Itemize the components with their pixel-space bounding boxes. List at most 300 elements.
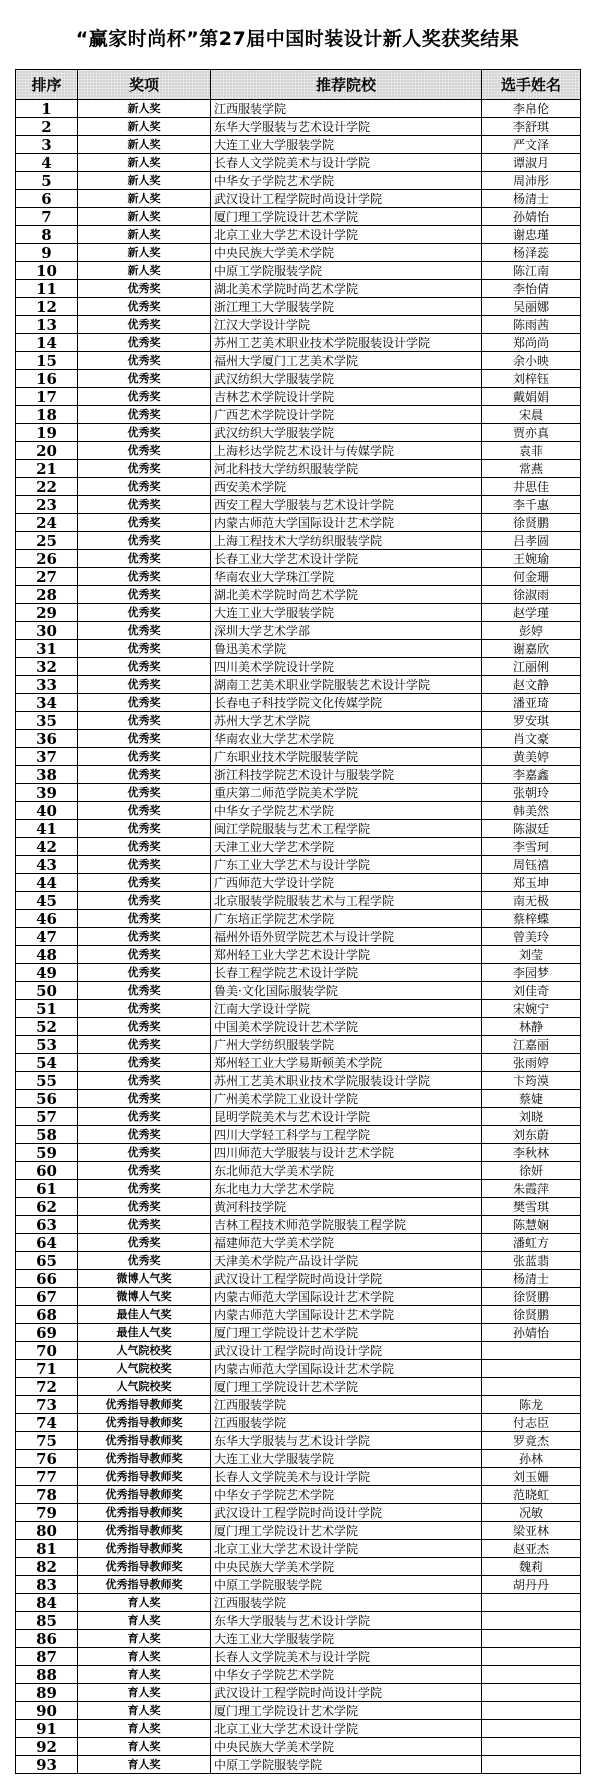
cell-award: 优秀奖	[78, 1216, 211, 1234]
table-row	[16, 1324, 581, 1342]
cell-rank: 56	[16, 1090, 78, 1108]
cell-award: 优秀奖	[78, 802, 211, 820]
header-award: 奖项	[78, 70, 211, 100]
cell-rank: 25	[16, 532, 78, 550]
cell-name: 刘佳奇	[482, 982, 581, 1000]
cell-name: 赵学瑾	[482, 604, 581, 622]
table-row	[16, 1684, 581, 1702]
table-row	[16, 604, 581, 622]
cell-school: 江西服装学院	[211, 1594, 482, 1612]
cell-award: 最佳人气奖	[78, 1306, 211, 1324]
cell-school: 中华女子学院艺术学院	[211, 172, 482, 190]
cell-school: 深圳大学艺术学部	[211, 622, 482, 640]
cell-school: 广东工业大学艺术与设计学院	[211, 856, 482, 874]
cell-rank: 60	[16, 1162, 78, 1180]
cell-award: 优秀奖	[78, 1144, 211, 1162]
cell-name: 潘亚琦	[482, 694, 581, 712]
cell-name: 宋婉宁	[482, 1000, 581, 1018]
table-row	[16, 1090, 581, 1108]
table-row	[16, 1306, 581, 1324]
cell-award: 优秀奖	[78, 1072, 211, 1090]
header-rank: 排序	[16, 70, 78, 100]
cell-award: 优秀奖	[78, 514, 211, 532]
cell-school: 苏州工艺美术职业技术学院服装设计学院	[211, 334, 482, 352]
cell-award: 新人奖	[78, 190, 211, 208]
table-row	[16, 1522, 581, 1540]
table-row	[16, 1468, 581, 1486]
cell-rank: 35	[16, 712, 78, 730]
cell-award: 育人奖	[78, 1702, 211, 1720]
table-row	[16, 1180, 581, 1198]
cell-rank: 41	[16, 820, 78, 838]
cell-award: 优秀奖	[78, 1090, 211, 1108]
cell-rank: 38	[16, 766, 78, 784]
cell-name	[482, 1630, 581, 1648]
cell-award: 优秀奖	[78, 622, 211, 640]
table-row	[16, 1216, 581, 1234]
cell-rank: 75	[16, 1432, 78, 1450]
cell-school: 郑州轻工业大学易斯顿美术学院	[211, 1054, 482, 1072]
cell-school: 湖北美术学院时尚艺术学院	[211, 280, 482, 298]
cell-name: 李怡倩	[482, 280, 581, 298]
cell-award: 优秀奖	[78, 892, 211, 910]
cell-award: 育人奖	[78, 1756, 211, 1774]
cell-award: 育人奖	[78, 1630, 211, 1648]
cell-name: 严文泽	[482, 136, 581, 154]
cell-rank: 40	[16, 802, 78, 820]
cell-rank: 31	[16, 640, 78, 658]
cell-award: 优秀奖	[78, 694, 211, 712]
cell-name	[482, 1378, 581, 1396]
cell-school: 吉林工程技术师范学院服装工程学院	[211, 1216, 482, 1234]
cell-name: 曾美玲	[482, 928, 581, 946]
cell-rank: 23	[16, 496, 78, 514]
table-row	[16, 802, 581, 820]
cell-award: 新人奖	[78, 154, 211, 172]
cell-name: 陈江南	[482, 262, 581, 280]
cell-name: 杨清士	[482, 1270, 581, 1288]
cell-name: 彭婷	[482, 622, 581, 640]
cell-award: 优秀奖	[78, 946, 211, 964]
cell-award: 新人奖	[78, 244, 211, 262]
table-row	[16, 892, 581, 910]
cell-school: 中原工学院服装学院	[211, 1576, 482, 1594]
cell-school: 湖南工艺美术职业学院服装艺术设计学院	[211, 676, 482, 694]
table-row	[16, 1378, 581, 1396]
cell-name: 孙婧怡	[482, 208, 581, 226]
cell-rank: 8	[16, 226, 78, 244]
table-row	[16, 568, 581, 586]
table-row	[16, 856, 581, 874]
cell-name: 刘梓钰	[482, 370, 581, 388]
cell-award: 优秀奖	[78, 1126, 211, 1144]
table-row	[16, 748, 581, 766]
cell-name: 朱霞萍	[482, 1180, 581, 1198]
cell-rank: 42	[16, 838, 78, 856]
cell-name	[482, 1612, 581, 1630]
cell-award: 微博人气奖	[78, 1270, 211, 1288]
table-row	[16, 1234, 581, 1252]
table-row	[16, 1144, 581, 1162]
cell-school: 河北科技大学纺织服装学院	[211, 460, 482, 478]
cell-name: 刘莹	[482, 946, 581, 964]
cell-rank: 86	[16, 1630, 78, 1648]
table-row	[16, 262, 581, 280]
table-row	[16, 190, 581, 208]
cell-rank: 82	[16, 1558, 78, 1576]
cell-name	[482, 1702, 581, 1720]
cell-award: 优秀奖	[78, 964, 211, 982]
table-row	[16, 586, 581, 604]
cell-school: 广东职业技术学院服装学院	[211, 748, 482, 766]
cell-award: 优秀奖	[78, 1108, 211, 1126]
cell-name: 况敏	[482, 1504, 581, 1522]
cell-name: 付志臣	[482, 1414, 581, 1432]
cell-award: 优秀奖	[78, 406, 211, 424]
cell-name: 宋晨	[482, 406, 581, 424]
cell-name: 陈雨茜	[482, 316, 581, 334]
cell-school: 武汉设计工程学院时尚设计学院	[211, 1270, 482, 1288]
cell-school: 长春人文学院美术与设计学院	[211, 1468, 482, 1486]
cell-school: 东北电力大学艺术学院	[211, 1180, 482, 1198]
cell-name: 徐贤鹏	[482, 514, 581, 532]
cell-rank: 19	[16, 424, 78, 442]
cell-rank: 26	[16, 550, 78, 568]
cell-name: 张雨婷	[482, 1054, 581, 1072]
cell-name: 徐妍	[482, 1162, 581, 1180]
table-row	[16, 946, 581, 964]
cell-rank: 55	[16, 1072, 78, 1090]
cell-rank: 46	[16, 910, 78, 928]
table-row	[16, 1162, 581, 1180]
table-row	[16, 352, 581, 370]
table-row	[16, 730, 581, 748]
cell-name: 韩美然	[482, 802, 581, 820]
table-row	[16, 496, 581, 514]
cell-rank: 58	[16, 1126, 78, 1144]
cell-rank: 74	[16, 1414, 78, 1432]
cell-rank: 32	[16, 658, 78, 676]
cell-name: 潘虹方	[482, 1234, 581, 1252]
cell-name: 袁菲	[482, 442, 581, 460]
cell-name: 刘晓	[482, 1108, 581, 1126]
cell-school: 北京工业大学艺术设计学院	[211, 226, 482, 244]
cell-rank: 20	[16, 442, 78, 460]
cell-school: 广西师范大学设计学院	[211, 874, 482, 892]
table-row	[16, 1540, 581, 1558]
table-row	[16, 1450, 581, 1468]
cell-award: 优秀奖	[78, 334, 211, 352]
cell-school: 内蒙古师范大学国际设计艺术学院	[211, 1288, 482, 1306]
cell-award: 人气院校奖	[78, 1378, 211, 1396]
table-row	[16, 172, 581, 190]
cell-rank: 91	[16, 1720, 78, 1738]
cell-school: 鲁迅美术学院	[211, 640, 482, 658]
cell-name	[482, 1342, 581, 1360]
cell-award: 新人奖	[78, 226, 211, 244]
cell-name: 罗竟杰	[482, 1432, 581, 1450]
cell-award: 优秀奖	[78, 586, 211, 604]
cell-award: 优秀奖	[78, 1234, 211, 1252]
cell-award: 优秀奖	[78, 874, 211, 892]
cell-school: 中央民族大学美术学院	[211, 1558, 482, 1576]
cell-rank: 27	[16, 568, 78, 586]
cell-rank: 61	[16, 1180, 78, 1198]
table-row	[16, 280, 581, 298]
cell-school: 长春人文学院美术与设计学院	[211, 1648, 482, 1666]
cell-award: 优秀奖	[78, 1000, 211, 1018]
cell-school: 内蒙古师范大学国际设计艺术学院	[211, 1306, 482, 1324]
cell-school: 黄河科技学院	[211, 1198, 482, 1216]
cell-name: 赵亚杰	[482, 1540, 581, 1558]
cell-name: 贾亦真	[482, 424, 581, 442]
cell-school: 江西服装学院	[211, 1396, 482, 1414]
cell-name: 李园梦	[482, 964, 581, 982]
cell-award: 优秀奖	[78, 1252, 211, 1270]
cell-name: 江嘉丽	[482, 1036, 581, 1054]
cell-rank: 73	[16, 1396, 78, 1414]
cell-rank: 53	[16, 1036, 78, 1054]
table-row	[16, 514, 581, 532]
cell-name: 何金珊	[482, 568, 581, 586]
cell-award: 优秀奖	[78, 856, 211, 874]
cell-rank: 2	[16, 118, 78, 136]
cell-school: 郑州轻工业大学艺术设计学院	[211, 946, 482, 964]
cell-school: 天津美术学院产品设计学院	[211, 1252, 482, 1270]
cell-name: 李嘉鑫	[482, 766, 581, 784]
cell-name: 徐贤鹏	[482, 1288, 581, 1306]
cell-award: 优秀奖	[78, 280, 211, 298]
cell-name	[482, 1756, 581, 1774]
table-row	[16, 676, 581, 694]
table-row	[16, 1666, 581, 1684]
cell-rank: 83	[16, 1576, 78, 1594]
cell-school: 中华女子学院艺术学院	[211, 1486, 482, 1504]
table-row	[16, 658, 581, 676]
cell-rank: 90	[16, 1702, 78, 1720]
cell-school: 昆明学院美术与艺术设计学院	[211, 1108, 482, 1126]
cell-award: 人气院校奖	[78, 1342, 211, 1360]
table-row	[16, 820, 581, 838]
table-row	[16, 1396, 581, 1414]
cell-rank: 77	[16, 1468, 78, 1486]
cell-rank: 30	[16, 622, 78, 640]
cell-name: 徐淑雨	[482, 586, 581, 604]
cell-name: 卞筠漠	[482, 1072, 581, 1090]
cell-award: 优秀指导教师奖	[78, 1468, 211, 1486]
table-row	[16, 334, 581, 352]
cell-award: 优秀奖	[78, 532, 211, 550]
cell-rank: 63	[16, 1216, 78, 1234]
cell-award: 优秀奖	[78, 388, 211, 406]
cell-name: 李舒琪	[482, 118, 581, 136]
cell-school: 东北师范大学美术学院	[211, 1162, 482, 1180]
cell-name: 陈慧娴	[482, 1216, 581, 1234]
cell-rank: 72	[16, 1378, 78, 1396]
cell-name: 郑尚尚	[482, 334, 581, 352]
cell-rank: 29	[16, 604, 78, 622]
cell-school: 广州美术学院工业设计学院	[211, 1090, 482, 1108]
cell-award: 微博人气奖	[78, 1288, 211, 1306]
table-row	[16, 226, 581, 244]
cell-school: 武汉设计工程学院时尚设计学院	[211, 1684, 482, 1702]
cell-award: 优秀奖	[78, 1198, 211, 1216]
cell-school: 广西艺术学院设计学院	[211, 406, 482, 424]
table-row	[16, 838, 581, 856]
cell-name: 李千惠	[482, 496, 581, 514]
cell-rank: 71	[16, 1360, 78, 1378]
cell-name: 魏莉	[482, 1558, 581, 1576]
cell-award: 优秀奖	[78, 640, 211, 658]
cell-award: 育人奖	[78, 1738, 211, 1756]
table-row	[16, 712, 581, 730]
cell-school: 江西服装学院	[211, 1414, 482, 1432]
cell-rank: 49	[16, 964, 78, 982]
cell-name: 赵文静	[482, 676, 581, 694]
cell-rank: 21	[16, 460, 78, 478]
table-row	[16, 532, 581, 550]
cell-award: 优秀奖	[78, 928, 211, 946]
cell-name: 李雪珂	[482, 838, 581, 856]
cell-school: 武汉纺织大学服装学院	[211, 370, 482, 388]
cell-school: 北京工业大学艺术设计学院	[211, 1720, 482, 1738]
cell-school: 吉林艺术学院设计学院	[211, 388, 482, 406]
cell-name: 孙林	[482, 1450, 581, 1468]
cell-name	[482, 1360, 581, 1378]
table-row	[16, 1630, 581, 1648]
cell-rank: 62	[16, 1198, 78, 1216]
cell-name: 周钰禧	[482, 856, 581, 874]
cell-rank: 93	[16, 1756, 78, 1774]
cell-school: 福州大学厦门工艺美术学院	[211, 352, 482, 370]
cell-name	[482, 1684, 581, 1702]
cell-award: 优秀奖	[78, 1036, 211, 1054]
table-row	[16, 298, 581, 316]
cell-name: 蔡梓蝶	[482, 910, 581, 928]
cell-school: 中华女子学院艺术学院	[211, 1666, 482, 1684]
cell-school: 厦门理工学院设计艺术学院	[211, 1702, 482, 1720]
cell-award: 新人奖	[78, 118, 211, 136]
cell-name: 徐贤鹏	[482, 1306, 581, 1324]
cell-award: 优秀奖	[78, 730, 211, 748]
cell-school: 苏州大学艺术学院	[211, 712, 482, 730]
cell-name: 江丽俐	[482, 658, 581, 676]
cell-school: 大连工业大学服装学院	[211, 604, 482, 622]
cell-rank: 64	[16, 1234, 78, 1252]
cell-rank: 3	[16, 136, 78, 154]
cell-rank: 9	[16, 244, 78, 262]
cell-award: 最佳人气奖	[78, 1324, 211, 1342]
cell-school: 武汉设计工程学院时尚设计学院	[211, 1342, 482, 1360]
cell-name: 胡丹丹	[482, 1576, 581, 1594]
cell-school: 广州大学纺织服装学院	[211, 1036, 482, 1054]
cell-rank: 80	[16, 1522, 78, 1540]
results-table	[15, 69, 581, 1774]
cell-school: 江西服装学院	[211, 100, 482, 118]
table-row	[16, 1738, 581, 1756]
cell-name: 吕孝圆	[482, 532, 581, 550]
table-row	[16, 874, 581, 892]
cell-name: 郑玉坤	[482, 874, 581, 892]
cell-rank: 37	[16, 748, 78, 766]
cell-award: 新人奖	[78, 172, 211, 190]
table-row	[16, 370, 581, 388]
cell-award: 育人奖	[78, 1666, 211, 1684]
cell-rank: 39	[16, 784, 78, 802]
cell-award: 优秀奖	[78, 442, 211, 460]
cell-school: 中国美术学院设计艺术学院	[211, 1018, 482, 1036]
cell-school: 东华大学服装与艺术设计学院	[211, 1432, 482, 1450]
table-row	[16, 1270, 581, 1288]
table-row	[16, 1414, 581, 1432]
cell-name: 井思佳	[482, 478, 581, 496]
header-school: 推荐院校	[211, 70, 482, 100]
table-row	[16, 1252, 581, 1270]
cell-name: 谢嘉欣	[482, 640, 581, 658]
cell-name: 谢忠瑾	[482, 226, 581, 244]
cell-rank: 48	[16, 946, 78, 964]
cell-school: 华南农业大学艺术学院	[211, 730, 482, 748]
table-row	[16, 1702, 581, 1720]
cell-school: 长春工程学院艺术设计学院	[211, 964, 482, 982]
cell-school: 江南大学设计学院	[211, 1000, 482, 1018]
cell-rank: 5	[16, 172, 78, 190]
cell-rank: 43	[16, 856, 78, 874]
table-row	[16, 1288, 581, 1306]
table-row	[16, 1486, 581, 1504]
cell-school: 中央民族大学美术学院	[211, 1738, 482, 1756]
table-row	[16, 100, 581, 118]
cell-award: 优秀指导教师奖	[78, 1576, 211, 1594]
cell-name: 李秋林	[482, 1144, 581, 1162]
table-row	[16, 1720, 581, 1738]
cell-school: 武汉设计工程学院时尚设计学院	[211, 1504, 482, 1522]
table-row	[16, 118, 581, 136]
cell-rank: 15	[16, 352, 78, 370]
cell-rank: 57	[16, 1108, 78, 1126]
cell-award: 优秀奖	[78, 838, 211, 856]
cell-name: 谭淑月	[482, 154, 581, 172]
cell-name: 黄美婷	[482, 748, 581, 766]
cell-rank: 6	[16, 190, 78, 208]
cell-rank: 34	[16, 694, 78, 712]
cell-award: 优秀奖	[78, 982, 211, 1000]
cell-rank: 1	[16, 100, 78, 118]
cell-award: 优秀指导教师奖	[78, 1540, 211, 1558]
table-row	[16, 550, 581, 568]
cell-name: 林静	[482, 1018, 581, 1036]
cell-award: 育人奖	[78, 1648, 211, 1666]
cell-school: 厦门理工学院设计艺术学院	[211, 1324, 482, 1342]
table-row	[16, 154, 581, 172]
table-row	[16, 442, 581, 460]
cell-school: 中华女子学院艺术学院	[211, 802, 482, 820]
table-row	[16, 1054, 581, 1072]
cell-award: 优秀奖	[78, 676, 211, 694]
cell-rank: 81	[16, 1540, 78, 1558]
cell-rank: 78	[16, 1486, 78, 1504]
cell-name: 孙婧怡	[482, 1324, 581, 1342]
cell-rank: 69	[16, 1324, 78, 1342]
cell-school: 闽江学院服装与艺术工程学院	[211, 820, 482, 838]
cell-rank: 66	[16, 1270, 78, 1288]
cell-school: 中原工学院服装学院	[211, 1756, 482, 1774]
cell-school: 浙江理工大学服装学院	[211, 298, 482, 316]
table-row	[16, 1648, 581, 1666]
cell-name: 戴娟娟	[482, 388, 581, 406]
cell-school: 厦门理工学院设计艺术学院	[211, 1378, 482, 1396]
cell-school: 厦门理工学院设计艺术学院	[211, 1522, 482, 1540]
